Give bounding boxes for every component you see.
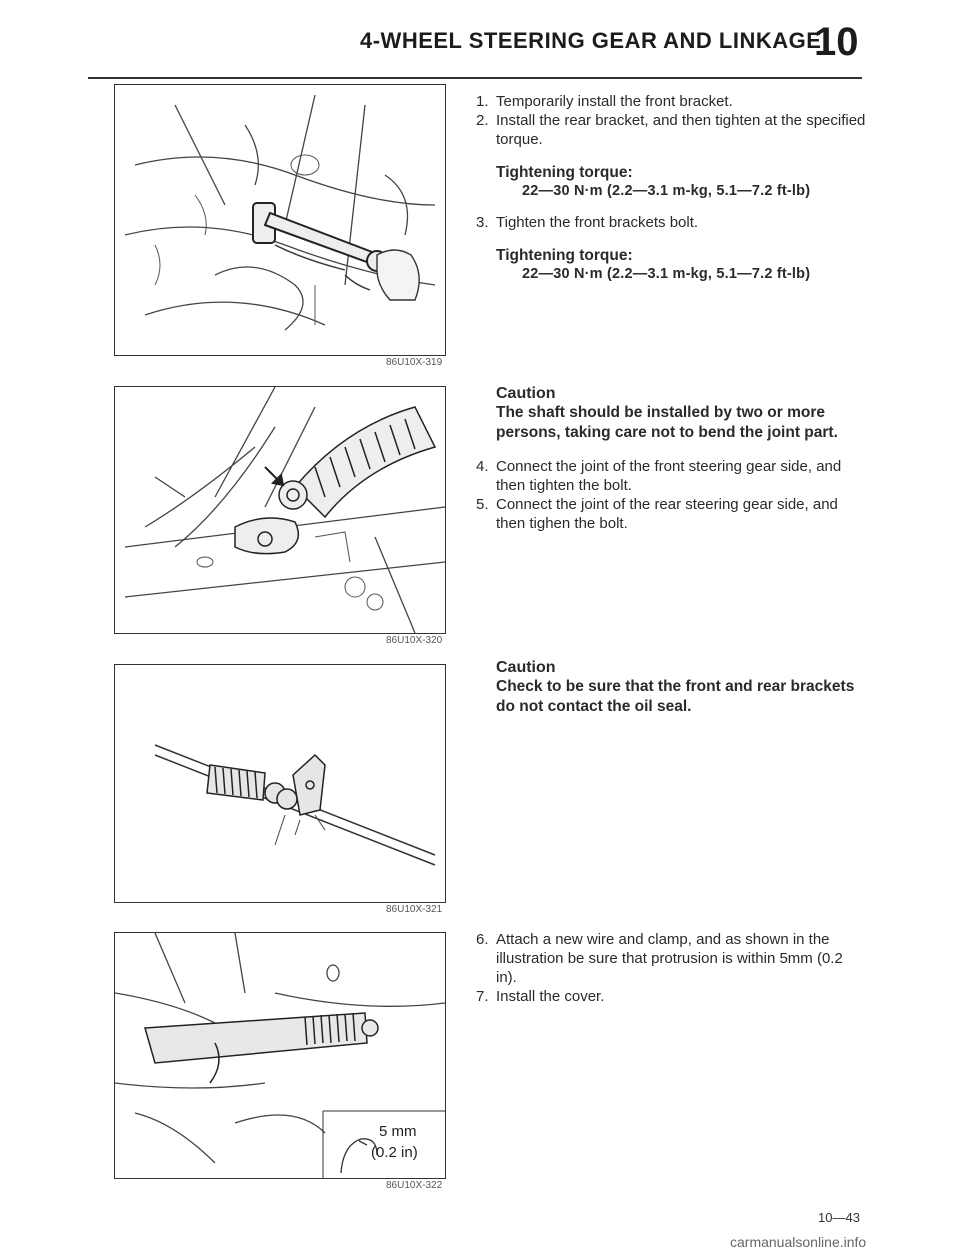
- step-item: [476, 213, 866, 232]
- step-number: 2.: [476, 112, 489, 129]
- step-text: Connect the joint of the rear steering gear side, and then tighen the bolt.: [496, 496, 838, 532]
- caution-heading: Caution: [496, 659, 556, 676]
- callout-mm: 5 mm: [379, 1123, 417, 1140]
- text-block-oil-seal: [476, 658, 866, 717]
- caution-text: The shaft should be installed by two or more persons, taking care not to bend the joint part.: [496, 404, 838, 441]
- text-block-wire-clamp: [476, 930, 866, 1006]
- caution-text: Check to be sure that the front and rear brackets do not contact the oil seal.: [496, 678, 855, 715]
- figure-code: 86U10X-322: [386, 1180, 443, 1191]
- step-item: [476, 457, 866, 495]
- figure-front-joint-bolt: [114, 386, 446, 634]
- figure-wire-clamp: [114, 932, 446, 1179]
- torque-value: 22—30 N·m (2.2—3.1 m-kg, 5.1—7.2 ft-lb): [522, 183, 811, 199]
- figure-shaft-brackets: [114, 664, 446, 903]
- text-block-brackets: [476, 92, 866, 284]
- step-number: 6.: [476, 931, 489, 948]
- step-text: Temporarily install the front bracket.: [496, 93, 733, 110]
- figure-1-illustration: [115, 85, 445, 355]
- step-number: 7.: [476, 988, 489, 1005]
- step-number: 4.: [476, 458, 489, 475]
- step-number: 5.: [476, 496, 489, 513]
- header-rule: [88, 77, 862, 79]
- figure-code: 86U10X-320: [386, 635, 443, 646]
- watermark: carmanualsonline.info: [730, 1234, 867, 1250]
- figure-code: 86U10X-321: [386, 904, 443, 915]
- text-block-joints: [476, 384, 866, 533]
- step-text: Tighten the front brackets bolt.: [496, 214, 699, 231]
- step-number: 3.: [476, 214, 489, 231]
- figure-code: 86U10X-319: [386, 357, 443, 368]
- figure-front-bracket-wrench: [114, 84, 446, 356]
- step-text: Attach a new wire and clamp, and as shown in the illustration be sure that protrusion is within 5mm (0.2 in).: [496, 931, 843, 986]
- step-item: [476, 92, 866, 111]
- step-item: [476, 930, 866, 987]
- step-text: Connect the joint of the front steering gear side, and then tighten the bolt.: [496, 458, 842, 494]
- step-item: [476, 111, 866, 149]
- figure-2-illustration: [115, 387, 445, 633]
- caution-heading: Caution: [496, 385, 556, 402]
- torque-label: Tightening torque:: [496, 164, 633, 181]
- callout-inch: (0.2 in): [371, 1144, 418, 1161]
- step-item: [476, 495, 866, 533]
- step-number: 1.: [476, 93, 489, 110]
- section-number: 10: [814, 20, 859, 64]
- torque-label: Tightening torque:: [496, 247, 633, 264]
- step-text: Install the cover.: [496, 988, 605, 1005]
- page-number: 10—43: [818, 1210, 860, 1225]
- page-header-title: 4-WHEEL STEERING GEAR AND LINKAGE: [360, 28, 822, 53]
- torque-value: 22—30 N·m (2.2—3.1 m-kg, 5.1—7.2 ft-lb): [522, 266, 811, 282]
- figure-4-illustration: [115, 933, 445, 1178]
- figure-3-illustration: [115, 665, 445, 902]
- step-text: Install the rear bracket, and then tighten at the specified torque.: [496, 112, 866, 148]
- step-item: [476, 987, 866, 1006]
